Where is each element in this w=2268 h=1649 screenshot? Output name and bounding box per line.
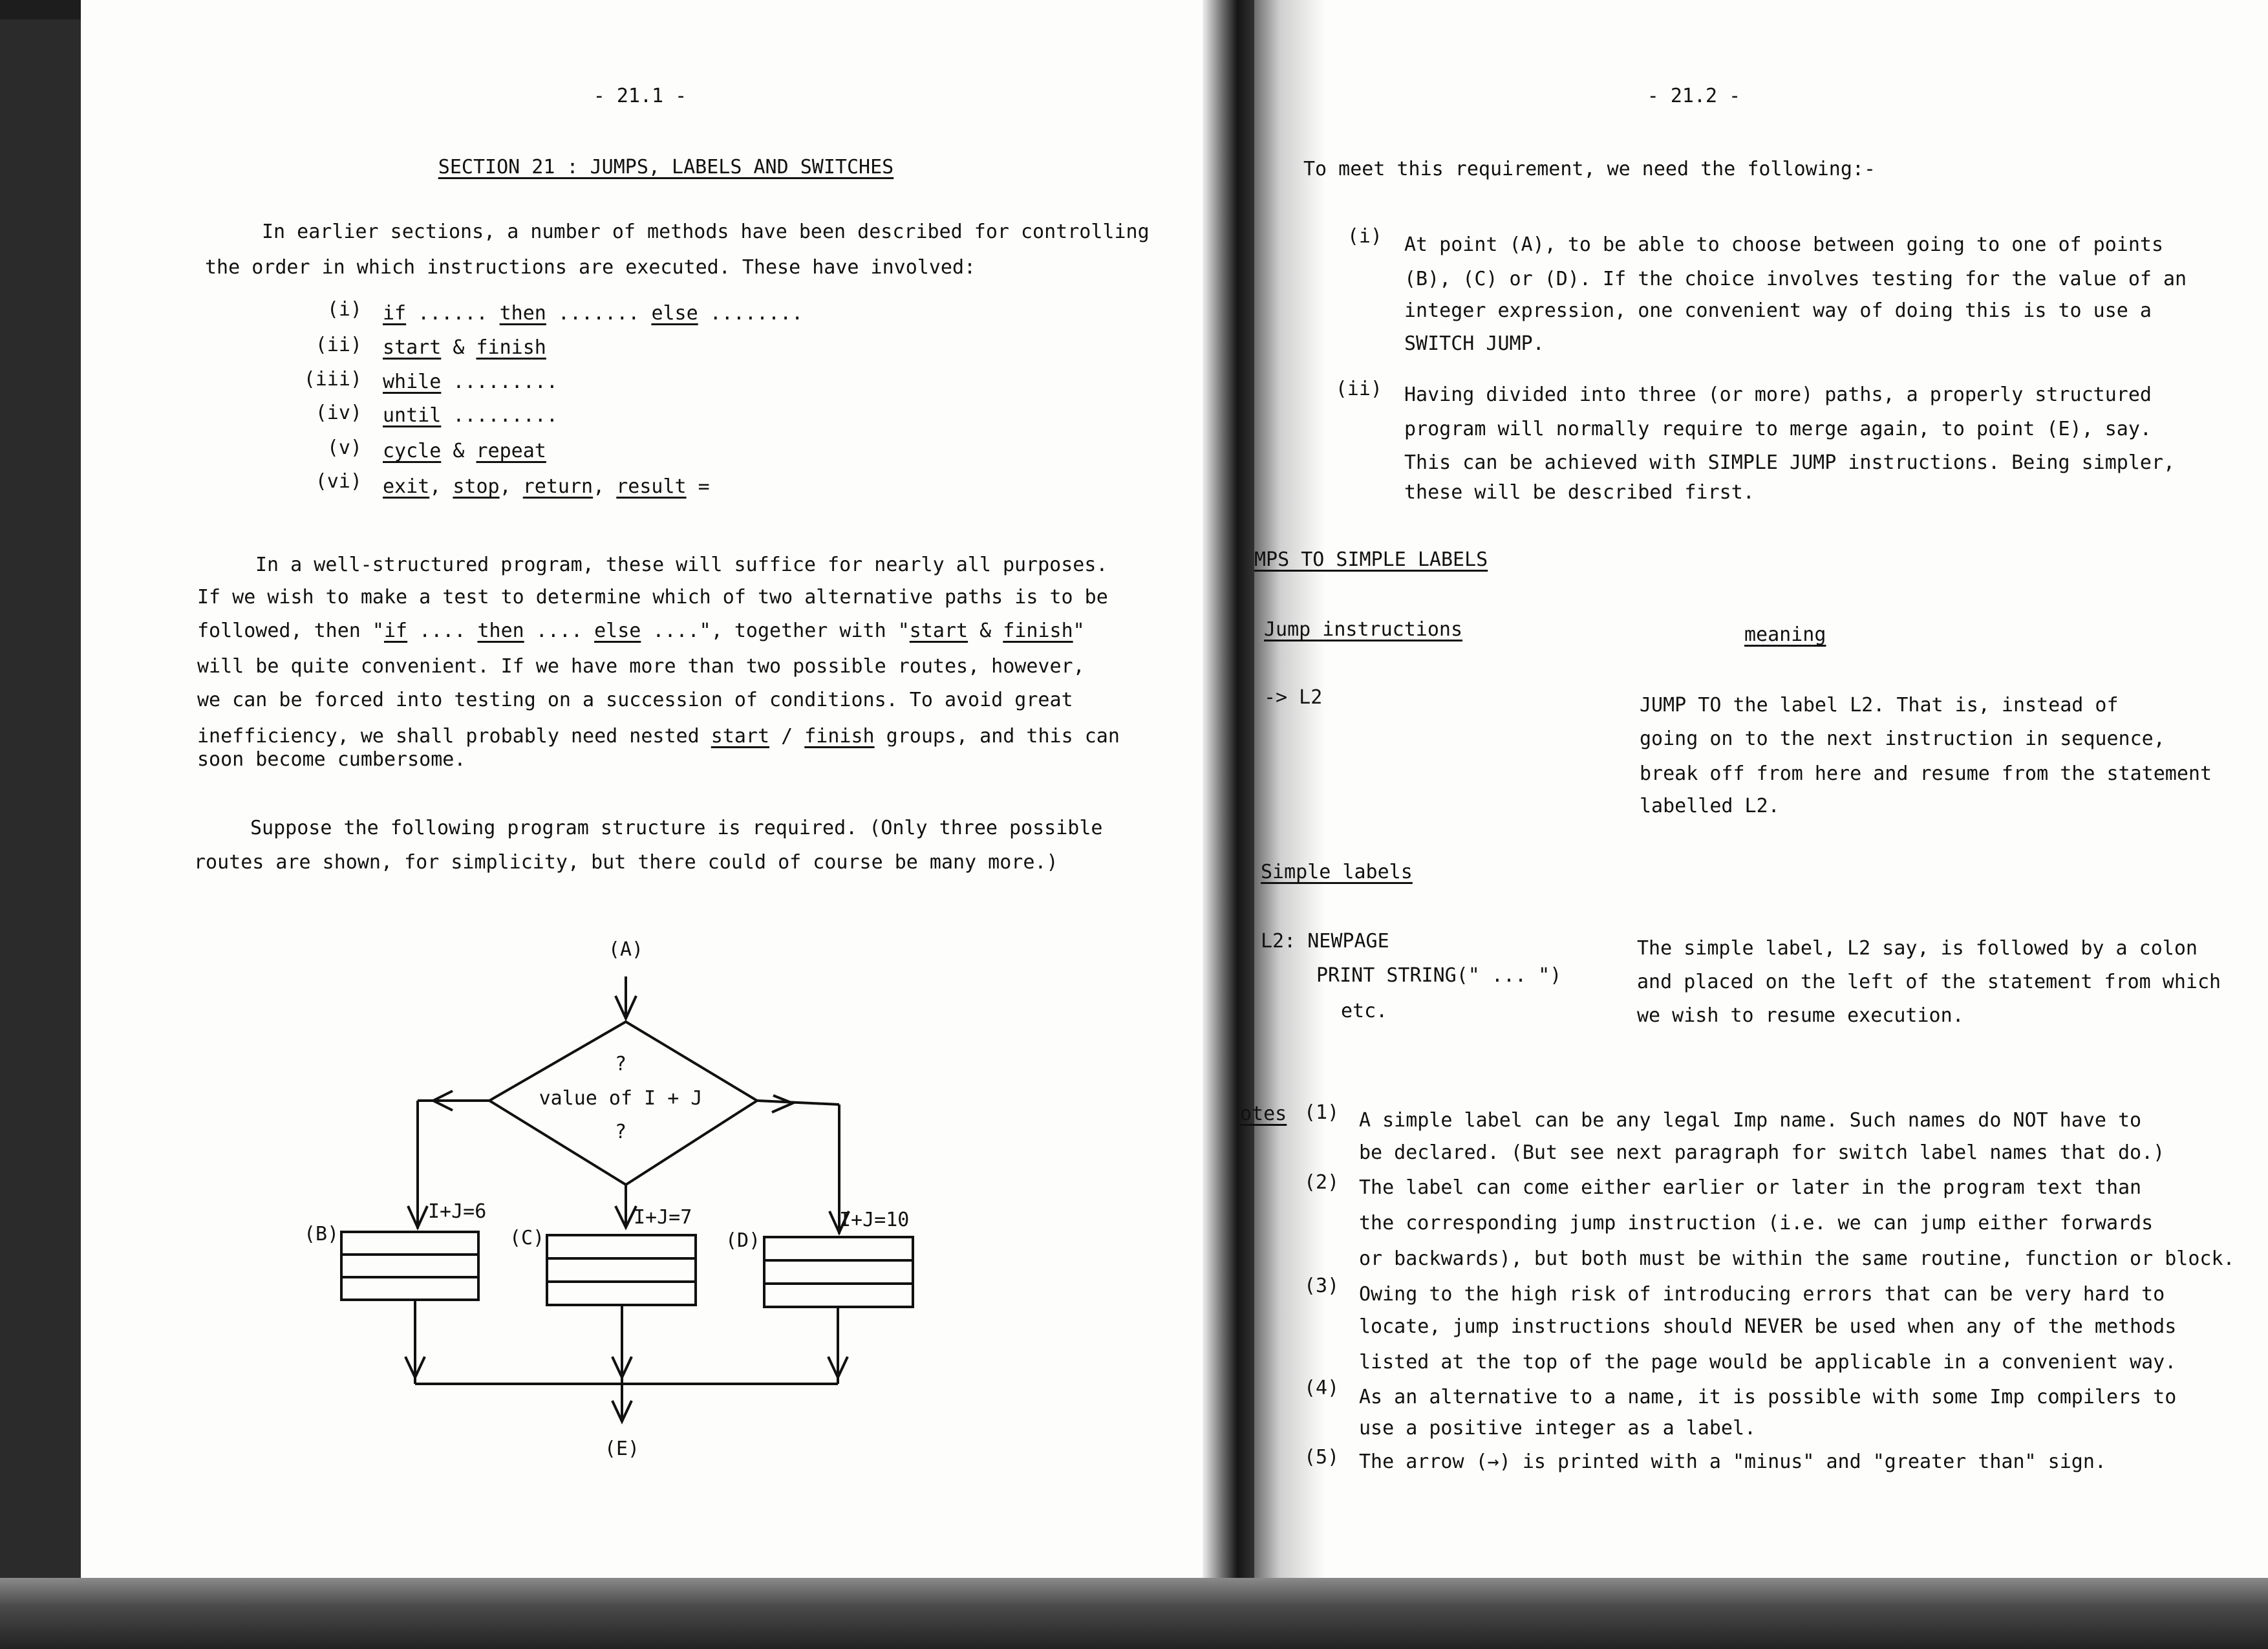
note-2-line-3: or backwards), but both must be within the same routine, function or block. — [1359, 1247, 2235, 1270]
process-box-b — [341, 1232, 478, 1300]
condition-c: I+J=7 — [634, 1206, 692, 1229]
method-number: (iv) — [315, 402, 362, 424]
intro-line-1: In earlier sections, a number of methods have been described for controlling — [262, 221, 1150, 243]
para2-line-1: In a well-structured program, these will suffice for nearly all purposes. — [255, 554, 1108, 576]
jump-meaning-line-4: labelled L2. — [1640, 795, 1780, 817]
para3-line-2: routes are shown, for simplicity, but there could of course be many more.) — [194, 851, 1058, 874]
note-3-line-2: locate, jump instructions should NEVER be used when any of the methods — [1359, 1315, 2177, 1338]
process-box-d — [764, 1237, 913, 1307]
heading-simple-labels: Simple labels — [1261, 861, 1413, 883]
note-3-line-1: Owing to the high risk of introducing errors that can be very hard to — [1359, 1283, 2165, 1306]
method-number: (vi) — [315, 470, 362, 493]
para2-line-7: soon become cumbersome. — [197, 748, 466, 771]
flowchart-diagram — [278, 931, 937, 1474]
para2-line-5: we can be forced into testing on a succession of conditions. To avoid great — [197, 689, 1073, 711]
label-meaning-line-1: The simple label, L2 say, is followed by a colon — [1637, 937, 2198, 960]
note-number: (1) — [1304, 1101, 1340, 1124]
note-1-line-2: be declared. (But see next paragraph for switch label names that do.) — [1359, 1141, 2165, 1164]
intro-line-2: the order in which instructions are executed. These have involved: — [205, 256, 976, 279]
decision-question-bottom: ? — [614, 1121, 627, 1143]
flow-line-right — [757, 1101, 839, 1105]
method-number: (ii) — [315, 334, 362, 356]
label-meaning-line-3: we wish to resume execution. — [1637, 1004, 1964, 1027]
note-number: (3) — [1304, 1275, 1340, 1297]
jump-meaning-line-2: going on to the next instruction in sequence, — [1640, 727, 2165, 750]
note-number: (2) — [1304, 1171, 1340, 1194]
req1-line-3: integer expression, one convenient way of doing this is to use a — [1404, 299, 2152, 322]
jump-meaning-line-1: JUMP TO the label L2. That is, instead of — [1640, 694, 2119, 717]
para2-line-6: inefficiency, we shall probably need nested start / finish groups, and this can — [197, 725, 1120, 748]
note-3-line-3: listed at the top of the page would be applicable in a convenient way. — [1359, 1351, 2177, 1374]
right-intro: To meet this requirement, we need the following:- — [1303, 158, 1876, 180]
jump-example: -> L2 — [1264, 686, 1323, 709]
page-number-right: - 21.2 - — [1647, 85, 1741, 107]
notes-heading: otes — [1240, 1103, 1287, 1125]
method-number: (iii) — [303, 368, 362, 391]
point-b-label: (B) — [304, 1223, 339, 1245]
req2-line-4: these will be described first. — [1404, 481, 1755, 504]
point-c-label: (C) — [509, 1227, 545, 1249]
label-meaning-line-2: and placed on the left of the statement from which — [1637, 971, 2221, 993]
requirement-number: (i) — [1347, 225, 1382, 248]
label-code-line-2: PRINT STRING(" ... ") — [1316, 964, 1562, 987]
point-a-label: (A) — [608, 938, 644, 961]
method-number: (v) — [326, 436, 362, 459]
method-item-until: until ......... — [383, 404, 558, 427]
method-item-while: while ......... — [383, 371, 558, 393]
req2-line-1: Having divided into three (or more) paths, a properly structured — [1404, 383, 2152, 406]
page-number-left: - 21.1 - — [593, 85, 687, 107]
decision-text: value of I + J — [539, 1087, 703, 1110]
process-box-c — [547, 1235, 696, 1305]
point-e-label: (E) — [604, 1438, 640, 1460]
column-heading-jump-instructions: Jump instructions — [1264, 618, 1463, 641]
note-1-line-1: A simple label can be any legal Imp name. Such names do NOT have to — [1359, 1109, 2142, 1132]
book-gutter — [1203, 0, 1261, 1610]
label-code-line-3: etc. — [1341, 1000, 1388, 1022]
requirement-number: (ii) — [1335, 378, 1382, 400]
note-2-line-2: the corresponding jump instruction (i.e. we can jump either forwards — [1359, 1212, 2154, 1234]
section-title: SECTION 21 : JUMPS, LABELS AND SWITCHES — [438, 156, 894, 178]
para2-line-3: followed, then "if .... then .... else ....", together with "start & finish" — [197, 620, 1085, 642]
para3-line-1: Suppose the following program structure is required. (Only three possible — [250, 817, 1103, 839]
note-5-line-1: The arrow (→) is printed with a "minus" and "greater than" sign. — [1359, 1450, 2106, 1473]
condition-b: I+J=6 — [428, 1200, 487, 1223]
condition-d: I+J=10 — [839, 1209, 910, 1231]
note-4-line-1: As an alternative to a name, it is possible with some Imp compilers to — [1359, 1386, 2177, 1408]
note-4-line-2: use a positive integer as a label. — [1359, 1417, 1757, 1439]
scan-edge-bottom — [0, 1578, 2268, 1649]
note-number: (4) — [1304, 1377, 1340, 1399]
req2-line-3: This can be achieved with SIMPLE JUMP instructions. Being simpler, — [1404, 451, 2176, 474]
label-code-line-1: L2: NEWPAGE — [1261, 930, 1389, 953]
arrowhead-right — [772, 1095, 793, 1112]
method-number: (i) — [326, 298, 362, 321]
para2-line-4: will be quite convenient. If we have more than two possible routes, however, — [197, 655, 1085, 678]
decision-question-top: ? — [614, 1053, 627, 1075]
column-heading-meaning: meaning — [1744, 623, 1826, 646]
method-item-cycle: cycle & repeat — [383, 440, 546, 462]
req1-line-1: At point (A), to be able to choose between going to one of points — [1404, 233, 2163, 256]
req1-line-2: (B), (C) or (D). If the choice involves testing for the value of an — [1404, 268, 2187, 290]
point-d-label: (D) — [725, 1229, 761, 1252]
note-2-line-1: The label can come either earlier or later in the program text than — [1359, 1176, 2142, 1199]
para2-line-2: If we wish to make a test to determine which of two alternative paths is to be — [197, 586, 1108, 609]
req1-line-4: SWITCH JUMP. — [1404, 332, 1545, 355]
method-item-start: start & finish — [383, 336, 546, 359]
heading-jumps-to-simple-labels: MPS TO SIMPLE LABELS — [1254, 548, 1488, 571]
note-number: (5) — [1304, 1446, 1340, 1469]
jump-meaning-line-3: break off from here and resume from the statement — [1640, 762, 2212, 785]
method-item-if: if ...... then ....... else ........ — [383, 302, 804, 325]
method-item-exit: exit, stop, return, result = — [383, 475, 710, 498]
req2-line-2: program will normally require to merge again, to point (E), say. — [1404, 418, 2152, 440]
